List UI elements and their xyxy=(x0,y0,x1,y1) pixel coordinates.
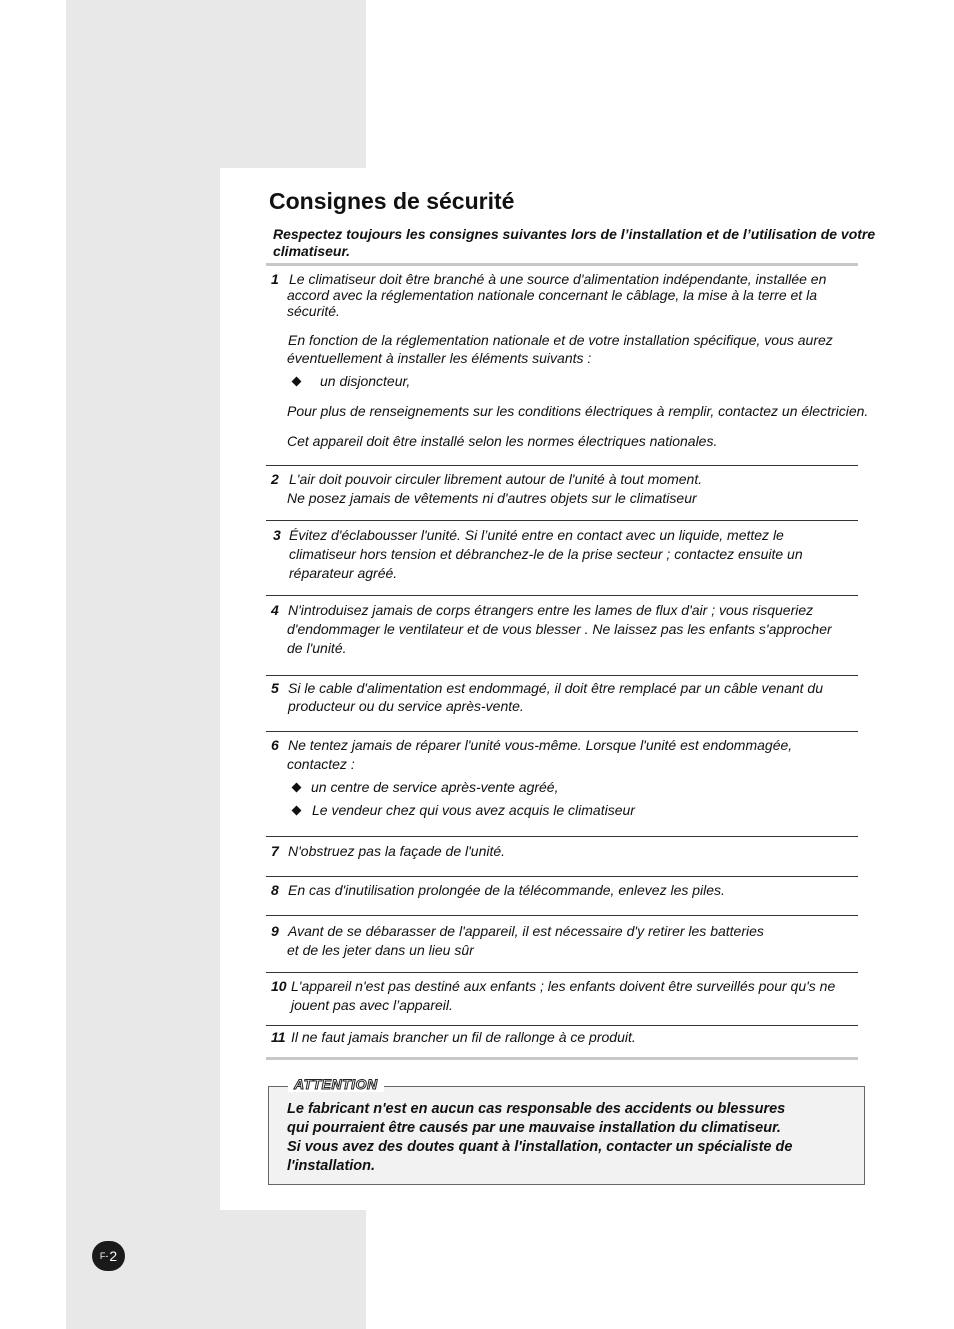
item-divider xyxy=(266,731,858,732)
item-text-line: climatiseur hors tension et débranchez-le de la prise secteur ; contactez ensuite un xyxy=(289,546,803,562)
item-text-line: réparateur agréé. xyxy=(289,565,398,581)
item-divider xyxy=(266,876,858,877)
item-text-line: sécurité. xyxy=(287,303,340,319)
page-number: 2 xyxy=(109,1248,118,1264)
item-text-line: L'appareil n'est pas destiné aux enfants ; les enfants doivent être surveillés pour qu's ne xyxy=(291,978,836,994)
item-text-line: Si le cable d'alimentation est endommagé, il doit être remplacé par un câble venant du xyxy=(288,680,823,696)
page-prefix: F- xyxy=(99,1251,109,1261)
attention-line: Le fabricant n'est en aucun cas responsable des accidents ou blessures xyxy=(287,1101,786,1117)
attention-line: Si vous avez des doutes quant à l'installation, contacter un spécialiste de xyxy=(287,1139,793,1155)
item-number: 10 xyxy=(271,978,287,994)
item-number: 9 xyxy=(271,923,279,939)
item-divider xyxy=(266,915,858,916)
item-text-line: éventuellement à installer les éléments suivants : xyxy=(287,350,592,366)
item-number: 3 xyxy=(273,527,281,543)
item-text-line: accord avec la réglementation nationale concernant le câblage, la mise à la terre et la xyxy=(287,287,817,303)
item-text-line: En cas d'inutilisation prolongée de la télécommande, enlevez les piles. xyxy=(288,882,725,898)
item-text-line: N'introduisez jamais de corps étrangers entre les lames de flux d'air ; vous risqueriez xyxy=(288,602,814,618)
item-text-line: producteur ou du service après-vente. xyxy=(288,698,524,714)
item-divider xyxy=(266,465,858,466)
item-number: 5 xyxy=(271,680,279,696)
item-number: 4 xyxy=(271,602,279,618)
item-divider xyxy=(266,836,858,837)
item-text-line: de l'unité. xyxy=(287,640,347,656)
attention-line: qui pourraient être causés par une mauvaise installation du climatiseur. xyxy=(287,1120,781,1136)
bullet-text: un disjoncteur, xyxy=(320,373,411,389)
item-text-line: et de les jeter dans un lieu sûr xyxy=(287,942,474,958)
item-text-line: contactez : xyxy=(287,756,355,772)
intro-divider xyxy=(266,263,858,266)
item-text-line: d'endommager le ventilateur et de vous blesser . Ne laissez pas les enfants s'approcher xyxy=(287,621,832,637)
item-number: 7 xyxy=(271,843,279,859)
item-text-line: jouent pas avec l’appareil. xyxy=(291,997,453,1013)
attention-line: l'installation. xyxy=(287,1158,376,1174)
item-text-line: Évitez d'éclabousser l'unité. Si l’unité entre en contact avec un liquide, mettez le xyxy=(289,527,784,543)
attention-label: ATTENTION xyxy=(288,1076,384,1092)
section-divider xyxy=(266,1057,858,1060)
item-text-line: Avant de se débarasser de l'appareil, il est nécessaire d'y retirer les batteries xyxy=(288,923,764,939)
item-number: 11 xyxy=(271,1029,286,1045)
item-text-line: Pour plus de renseignements sur les conditions électriques à remplir, contactez un électricien. xyxy=(287,403,869,419)
item-text-line: En fonction de la réglementation nationale et de votre installation spécifique, vous aurez xyxy=(288,332,833,348)
attention-text xyxy=(287,1100,857,1176)
item-number: 1 xyxy=(271,271,279,287)
item-text-line: Le climatiseur doit être branché à une source d'alimentation indépendante, installée en xyxy=(289,271,827,287)
item-divider xyxy=(266,1025,858,1026)
item-text-line: L'air doit pouvoir circuler librement autour de l'unité à tout moment. xyxy=(289,471,703,487)
bullet-text: un centre de service après-vente agréé, xyxy=(311,779,559,795)
item-text-line: N'obstruez pas la façade de l'unité. xyxy=(288,843,506,859)
bullet-text: Le vendeur chez qui vous avez acquis le climatiseur xyxy=(312,802,635,818)
intro-text: Respectez toujours les consignes suivantes lors de l’installation et de l’utilisation de votre climatiseur. xyxy=(273,226,876,259)
item-text-line: Ne tentez jamais de réparer l'unité vous-même. Lorsque l'unité est endommagée, xyxy=(288,737,793,753)
item-number: 6 xyxy=(271,737,279,753)
item-text-line: Il ne faut jamais brancher un fil de rallonge à ce produit. xyxy=(291,1029,636,1045)
page-number-badge xyxy=(92,1241,125,1271)
item-divider xyxy=(266,595,858,596)
item-text-line: Ne posez jamais de vêtements ni d'autres objets sur le climatiseur xyxy=(287,490,697,506)
item-divider xyxy=(266,520,858,521)
item-divider xyxy=(266,972,858,973)
item-number: 2 xyxy=(271,471,279,487)
page-title: Consignes de sécurité xyxy=(269,188,515,214)
item-text-line: Cet appareil doit être installé selon les normes électriques nationales. xyxy=(287,433,718,449)
item-divider xyxy=(266,675,858,676)
item-number: 8 xyxy=(271,882,279,898)
